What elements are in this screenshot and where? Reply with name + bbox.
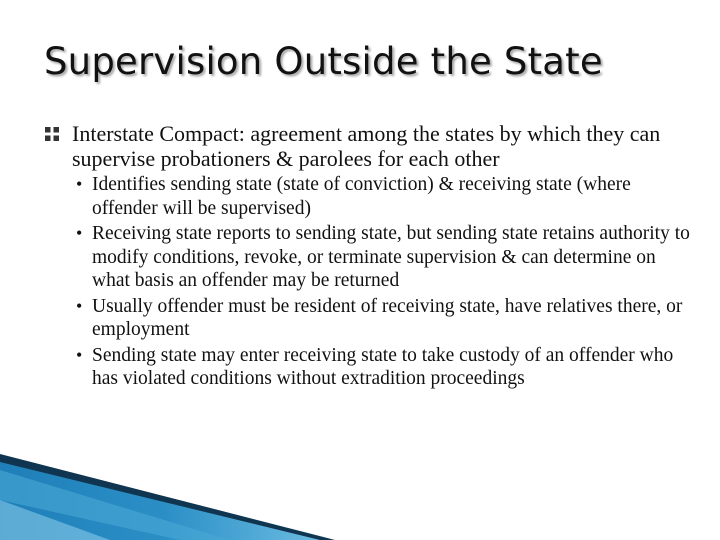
slide-title: Supervision Outside the State (44, 40, 603, 83)
sub-bullet-text: Sending state may enter receiving state to take custody of an offender who has violated conditions without extradition proceedings (92, 344, 674, 389)
sub-bullet-text: Usually offender must be resident of receiving state, have relatives there, or employment (92, 295, 683, 340)
bullet-dot: • (76, 223, 83, 243)
sub-bullet-item (72, 344, 694, 391)
bullet-dot: • (76, 344, 83, 365)
sub-bullet-item (72, 222, 694, 293)
sub-bullet-item (72, 173, 694, 220)
sub-bullet-item (72, 295, 694, 342)
bullet-dot: • (76, 295, 83, 316)
sub-bullet-text: Identifies sending state (state of conviction) & receiving state (where offender will be supervised) (92, 174, 631, 219)
bullet-dot: • (76, 174, 83, 194)
sub-bullet-list (72, 173, 694, 391)
slide-body (44, 121, 694, 393)
main-bullet-text: Interstate Compact: agreement among the states by which they can supervise probationers & parolees for each other (72, 121, 661, 171)
decorative-swoosh (0, 440, 720, 540)
main-bullet (44, 121, 694, 391)
sub-bullet-text: Receiving state reports to sending state, but sending state retains authority to modify conditions, revoke, or terminate supervision & can determine on what basis an offender may be returned (92, 223, 690, 291)
square-bullet-icon (44, 126, 60, 142)
